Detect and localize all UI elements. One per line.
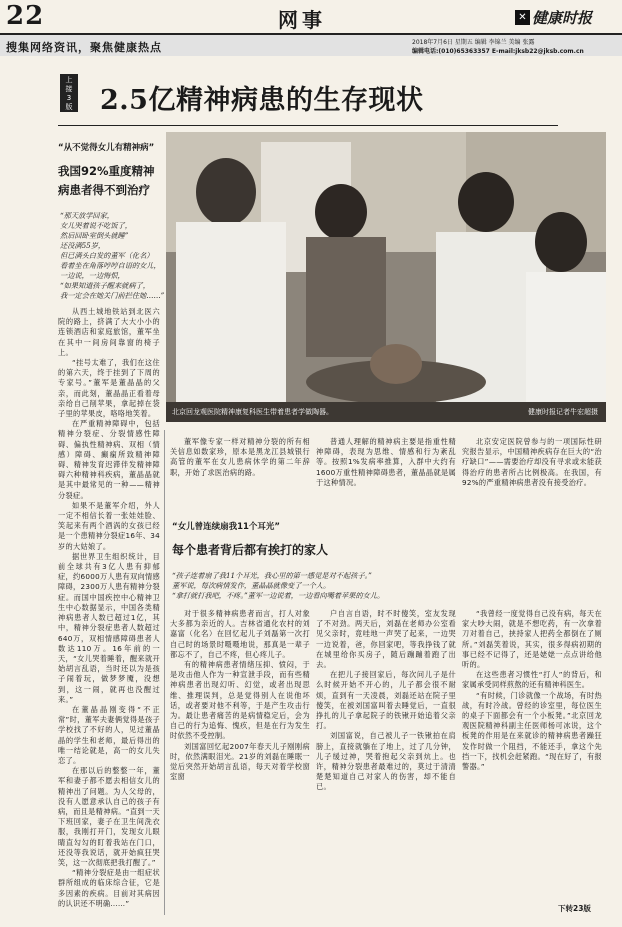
- quote-line: 女儿哭着说不吃饭了，: [60, 221, 132, 230]
- title-rule: [58, 125, 558, 126]
- story2-headline: 每个患者背后都有挨打的家人: [172, 543, 329, 557]
- paragraph: 有的精神病患者情绪压抑、愤闷，于是攻击他人作为一种宣泄手段，而有些精神病患者出现幻听、幻觉，或者出现思维、推理误判，总是觉得别人在说他坏话，或者要对他不利等，于是产生攻击行为。最让患者痛苦的是病情稳定后，会为自己的行为追悔、愧疚，但是在行为发生时依然不受控制。: [170, 660, 310, 741]
- issue-info-contact: 编辑电话:(010)65363357 E-mail:jksb22@jksb.com.cn: [412, 48, 584, 55]
- paragraph: 在把儿子接回家后，每次问儿子是什么时候开始不开心的，儿子都会很不耐烦，直到有一天凌晨，刘磊还站在院子里傻笑，在被刘国富叫着去睡觉后，一直很挣扎的儿子拿起院子的铁锹开始追着父亲打。: [316, 670, 456, 731]
- quote-line: “如果知道孩子醒来就病了，: [60, 281, 150, 290]
- paragraph: 在严重精神障碍中，包括精神分裂症、分裂情感性障碍、偏执性精神病、双相（情感）障碍、癫痫所致精神障碍、精神发育迟滞伴发精神障碍六种精神科疾病，董晶晶就是其中最常见的一种——精神分裂症。: [58, 419, 160, 500]
- paragraph: “精神分裂症是由一组症状群所组成的临床综合征，它是多因素的疾病。目前对其病因的认识还不明确……”: [58, 868, 160, 908]
- story2-tag: “女儿曾连续扇我11个耳光”: [172, 522, 281, 532]
- paragraph: 刘国富回忆起2007年春天儿子刚刚病时，依然满眼泪光。21岁的刘磊在睡眠一觉后突然开始胡言乱语，每天对着学校窗室窗: [170, 741, 310, 782]
- page-number: 22: [6, 1, 45, 31]
- quote-line: 董军说，每次病情发作，董晶晶就像变了一个人。: [172, 581, 331, 590]
- newspaper-logo: [515, 7, 592, 28]
- photo-caption: 北京回龙观医院精神康复科医生带着患者学做陶器。: [172, 408, 333, 416]
- paragraph: 据世界卫生组织统计，目前全球共有3亿人患有抑郁症，约6000万人患有双向情感障碍，2300万人患有精神分裂症。而国中国疾控中心精神卫生中心数据显示，中国各类精神病患者人数已超过1亿，其中，精神分裂症患者人数超过640万，双相情感障碍患者人数达110万。16年前的一天，“女儿哭着睡着，醒来就开始胡言乱语，当时还以为是孩子闹着玩，做梦梦魇，没想到，这一闹，就再也没醒过来。”: [58, 551, 160, 704]
- paragraph: 刘国富说，自己被儿子一铁锹拍在肩膀上，直接就躺在了地上，过了几分钟，儿子缓过神，哭着抱起父亲到炕上。也许，精神分裂患者最难过的，莫过于清清楚楚知道自己对家人的伤害，却不能自已。: [316, 731, 456, 792]
- continued-on-label: 下转23版: [558, 904, 591, 913]
- pottery-class-photo: [166, 132, 606, 422]
- paragraph: 在那以后的整整一年，董军和妻子都不愿去相信女儿的精神出了问题。为人父母的，没有人愿意承认自己的孩子有病，而且是精神病。“直到一天下班回家，妻子在卫生间洗衣服，我刚打开门，发现女儿眼睛直勾勾的盯着我站在门口，还没等我说话，就开始疯狂哭笑，这一次彻底把我打醒了。”: [58, 766, 160, 867]
- paragraph: “挂号太难了，我们在这住的第六天，终于挂到了下周的专家号。”董军是董晶晶的父亲，而此刻，董晶晶正看着母亲给自己削苹果，拿起掉在袋子里的苹果皮，咯咯地笑着。: [58, 358, 160, 419]
- paragraph: 在这些患者习惯性“打人”的背后，和家属承受同样煎熬的还有精神科医生。: [462, 670, 602, 690]
- continued-from-label: 上接3版: [65, 76, 73, 111]
- paragraph: 如果不是董军介绍，外人一定不相信长着一张娃娃脸、笑起来有两个酒涡的女孩已经是一个患精神分裂症16年、34岁的大姑娘了。: [58, 500, 160, 551]
- issue-info-date: 2018年7月6日 星期五 编辑 李锦兰 美编 张露: [412, 39, 535, 46]
- quote-line: 我一定会在她关门前拦住她……”: [60, 291, 165, 300]
- story1-quote: [60, 211, 168, 301]
- main-headline: 2.5亿精神病患的生存现状: [100, 85, 424, 116]
- quote-line: “那天放学回家，: [60, 211, 114, 220]
- photo-illustration: [166, 132, 606, 422]
- photo-credit: 健康时报记者牛宏超摄: [528, 408, 598, 416]
- story1-headline-text: 我国92%重度精神病患者得不到治疗: [58, 164, 155, 197]
- section-title: 网事: [278, 8, 326, 32]
- quote-line: 一边说，一边悔恨，: [60, 271, 125, 280]
- paragraph: “我曾经一度觉得自己没有病，每天在家大吵大闹，就是不想吃药，有一次拿着刀对着自己，挟持家人把药全都倒在了厕所。”刘磊笑着说，其实，很多得病初期的事已经不记得了，还是姥姥一点点讲给他听的。: [462, 609, 602, 670]
- story1-column-4: [462, 437, 602, 519]
- slogan: 搜集网络资讯，聚焦健康热点: [6, 41, 162, 54]
- paragraph: 北京安定医院曾参与的一项国际性研究报告显示，中国精神疾病存在巨大的“治疗缺口”——需要治疗却没有寻求或未能获得治疗的患者所占比例极高。在我国，有92%的严重精神病患者没有接受治疗。: [462, 437, 602, 487]
- story1-headline: [58, 160, 163, 198]
- story2-column-3: [316, 609, 456, 914]
- paragraph: 对于很多精神病患者而言，打人对象大多都为亲近的人。吉林省通化农村的刘嘉富（化名）在回忆起儿子刘磊第一次打自己时的场景时嗫嗫地说，那真是一辈子都忘不了，自己不疼，但心疼儿子。: [170, 609, 310, 659]
- quote-line: 但已满头白发的董军（化名）: [60, 251, 154, 260]
- story1-tag: “从不觉得女儿有精神病”: [58, 143, 155, 153]
- paragraph: 从西土城地铁站到北医六院的路上，挤满了大大小小的连锁酒店和家庭旅馆，董军坐在其中一间房间靠窗的椅子上。: [58, 307, 160, 357]
- story2-column-4: [462, 609, 602, 899]
- logo-text: 健康时报: [532, 9, 593, 27]
- paragraph: 普通人理解的精神病主要是指重性精神障碍，表现为思维、情感和行为紊乱等。按照1%发病率推算，入群中大约有1600万重性精神障碍患者，董晶晶就是属于这种情况。: [316, 437, 456, 487]
- story1-column-3: [316, 437, 456, 489]
- column-divider: [164, 430, 165, 915]
- story2-column-2: [170, 609, 310, 914]
- quote-line: “孩子连着扇了我11个耳光，我心里的第一感觉是对不起孩子。”: [172, 571, 372, 580]
- paragraph: 户自言自语，时不时傻笑，室友发现了不对劲。两天后，刘磊在老师办公室看见父亲时，竟哇地一声哭了起来，一边哭一边说着，爸，你回家吧，等我挣钱了就在城里给你买房子，随后蹦蹦着跑了出去。: [316, 609, 456, 670]
- quote-line: “拿打就打我吧，不疼。”董军一边说着，一边看向嘴着苹果的女儿。: [172, 591, 385, 600]
- paragraph: “有时候，门诊就像一个战场，有时热战，有时冷战。曾经的诊室里，每位医生的桌子下面都会有一个小板凳。”北京回龙观医院精神科副主任医师杨可冰说，这个板凳的作用是在来就诊的精神病患者躁狂发作时做一个阻挡，不能还手，拿这个先挡一下，找机会赶紧跑。“现在好了，有报警器。”: [462, 690, 602, 772]
- story1-column-1: [58, 307, 160, 913]
- logo-icon: ✕: [515, 10, 530, 25]
- continued-from-badge: [60, 74, 78, 112]
- paragraph: 董军像专家一样对精神分裂的所有相关信息如数家珍，原本是黑龙江县城银行高管的董军在女儿患病休学的第二年辞职，开始了求医治病的路。: [170, 437, 310, 477]
- paragraph: 在董晶晶刚变得“不正常”时，董军夫妻俩觉得是孩子学校找了不好的人，见过董晶晶的学生和老师，最后得出的唯一结论就是，高一的女儿失恋了。: [58, 704, 160, 765]
- quote-line: 看着坐在角落哼哼自语的女儿，: [60, 261, 161, 270]
- story1-column-2: [170, 437, 310, 489]
- quote-line: 还没满55岁，: [60, 241, 106, 250]
- quote-line: 然后回卧室倒头就睡”: [60, 231, 129, 240]
- story2-quote: [172, 571, 472, 601]
